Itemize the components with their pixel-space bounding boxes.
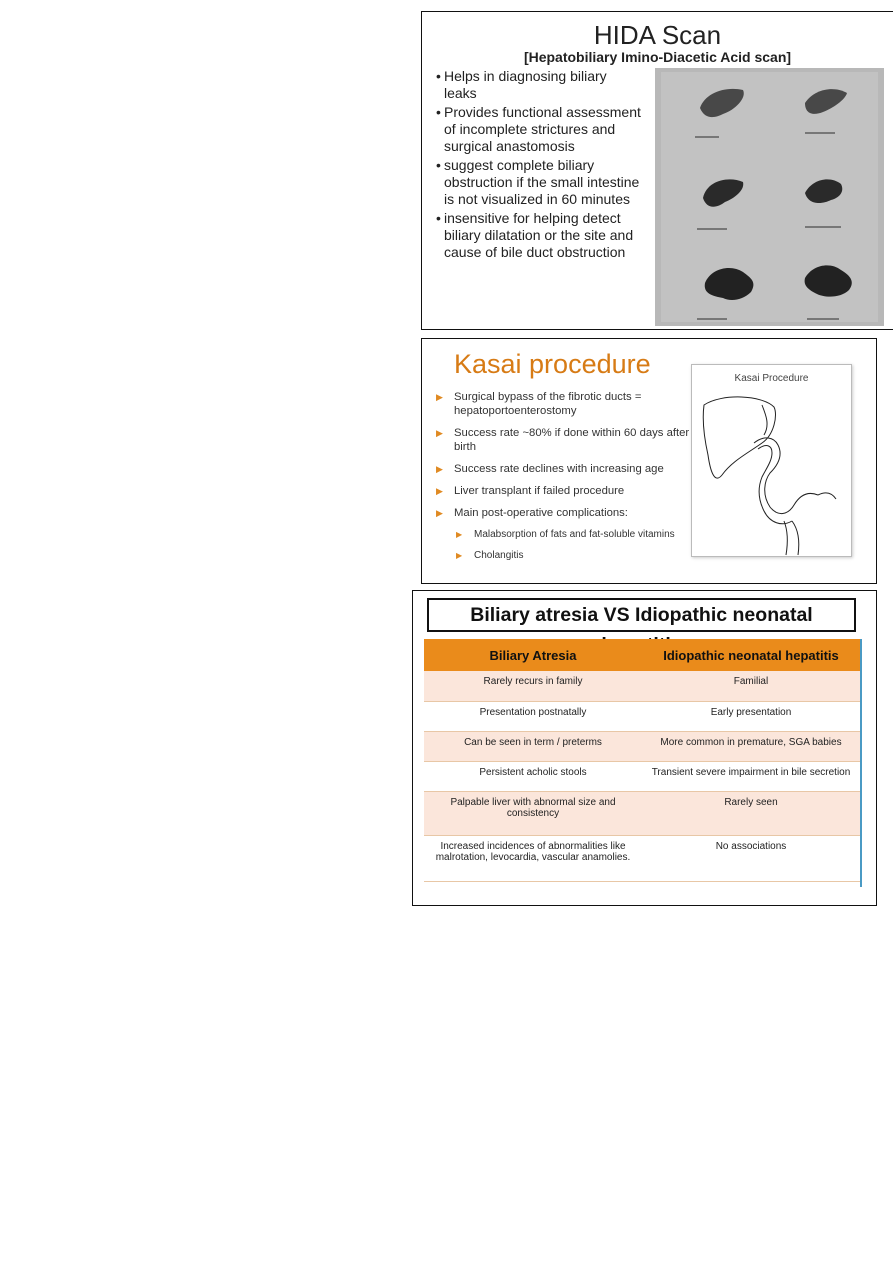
hida-scan-image — [655, 68, 884, 326]
kasai-sub-bullet: ▶ Cholangitis — [456, 549, 694, 562]
table-row — [424, 671, 860, 701]
table-cell: Familial — [642, 671, 860, 701]
table-cell: Rarely recurs in family — [424, 671, 642, 701]
table-row — [424, 731, 860, 761]
header-neonatal-hepatitis: Idiopathic neonatal hepatitis — [642, 639, 860, 671]
slide-edge-accent — [860, 639, 862, 887]
comparison-title: Biliary atresia VS Idiopathic neonatal — [427, 598, 856, 632]
hida-bullet: • Helps in diagnosing biliary leaks — [436, 68, 641, 102]
hida-bullet: • insensitive for helping detect biliary dilatation or the site and cause of bile duct obstruction — [436, 210, 641, 261]
hida-bullet: • suggest complete biliary obstruction if the small intestine is not visualized in 60 minutes — [436, 157, 641, 208]
table-cell: Palpable liver with abnormal size and consistency — [424, 791, 642, 835]
hida-bullet: • Provides functional assessment of incomplete strictures and surgical anastomosis — [436, 104, 641, 155]
table-cell: Early presentation — [642, 701, 860, 731]
table-cell: Persistent acholic stools — [424, 761, 642, 791]
header-biliary-atresia: Biliary Atresia — [424, 639, 642, 671]
table-cell: Transient severe impairment in bile secretion — [642, 761, 860, 791]
kasai-bullet: ▶ Success rate ~80% if done within 60 days after birth — [436, 426, 694, 454]
kasai-bullet: ▶ Success rate declines with increasing age — [436, 462, 694, 476]
hida-title: HIDA Scan — [593, 20, 722, 50]
table-row — [424, 761, 860, 791]
kasai-bullet: ▶ Surgical bypass of the fibrotic ducts = hepatoportoenterostomy — [436, 390, 694, 418]
kasai-bullet: ▶ Liver transplant if failed procedure — [436, 484, 694, 498]
kasai-slide — [421, 338, 877, 584]
kasai-bullet: ▶ Main post-operative complications: — [436, 506, 694, 520]
kasai-title: Kasai procedure — [454, 349, 651, 379]
kasai-sub-bullet: ▶ Malabsorption of fats and fat-soluble vitamins — [456, 528, 694, 541]
table-cell: No associations — [642, 835, 860, 881]
kasai-diagram — [691, 364, 852, 557]
table-row — [424, 701, 860, 731]
comparison-table — [424, 639, 860, 882]
table-row — [424, 791, 860, 835]
kasai-bullet-list — [436, 390, 694, 570]
kasai-diagram-drawing — [692, 365, 851, 556]
hida-slide — [421, 11, 893, 330]
table-row — [424, 835, 860, 881]
table-cell: Presentation postnatally — [424, 701, 642, 731]
table-header-row — [424, 639, 860, 671]
table-cell: Can be seen in term / preterms — [424, 731, 642, 761]
table-cell: Rarely seen — [642, 791, 860, 835]
table-cell: More common in premature, SGA babies — [642, 731, 860, 761]
kasai-diagram-title: Kasai Procedure — [734, 373, 809, 384]
hida-bullet-list — [436, 68, 641, 263]
table-cell: Increased incidences of abnormalities like malrotation, levocardia, vascular anamolies. — [424, 835, 642, 881]
hida-subtitle: [Hepatobiliary Imino-Diacetic Acid scan] — [523, 49, 792, 65]
comparison-slide — [412, 590, 877, 906]
